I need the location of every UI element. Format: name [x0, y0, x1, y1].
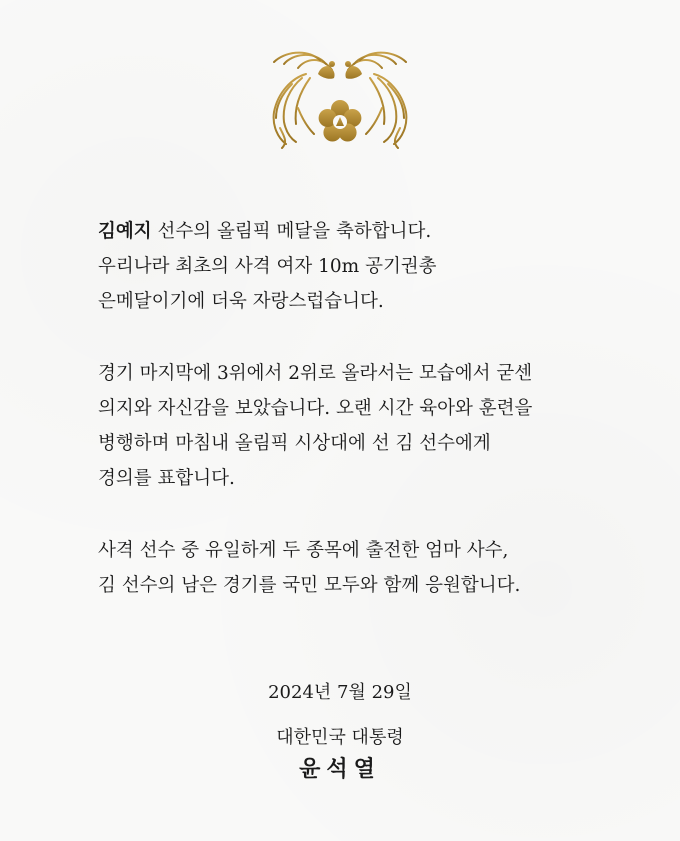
paragraph-1 [98, 214, 618, 319]
congratulatory-message [98, 214, 618, 603]
paragraph-3 [98, 533, 618, 603]
paragraph-3-line-2: 김 선수의 남은 경기를 국민 모두와 함께 응원합니다. [98, 575, 521, 596]
paragraph-1-line-3: 은메달이기에 더욱 자랑스럽습니다. [98, 291, 384, 312]
paragraph-2-line-1: 경기 마지막에 3위에서 2위로 올라서는 모습에서 굳센 [98, 363, 533, 384]
paragraph-2-line-2: 의지와 자신감을 보았습니다. 오랜 시간 육아와 훈련을 [98, 398, 533, 419]
paragraph-2 [98, 356, 618, 496]
letter-date: 2024년 7월 29일 [268, 682, 412, 703]
sender-title: 대한민국 대통령 [276, 727, 404, 748]
paragraph-3-line-1: 사격 선수 중 유일하게 두 종목에 출전한 엄마 사수, [98, 540, 509, 561]
sender-signature: 윤석열 [299, 757, 381, 782]
paragraph-2-line-3: 병행하며 마침내 올림픽 시상대에 선 김 선수에게 [98, 433, 491, 454]
presidential-phoenix-emblem-icon [262, 48, 418, 152]
paragraph-1-line-1-text: 선수의 올림픽 메달을 축하합니다. [151, 221, 432, 242]
athlete-name: 김예지 [98, 221, 152, 242]
paragraph-2-line-4: 경의를 표합니다. [98, 468, 235, 489]
paragraph-1-line-2: 우리나라 최초의 사격 여자 10m 공기권총 [98, 256, 437, 277]
paragraph-1-line-1 [98, 214, 618, 249]
